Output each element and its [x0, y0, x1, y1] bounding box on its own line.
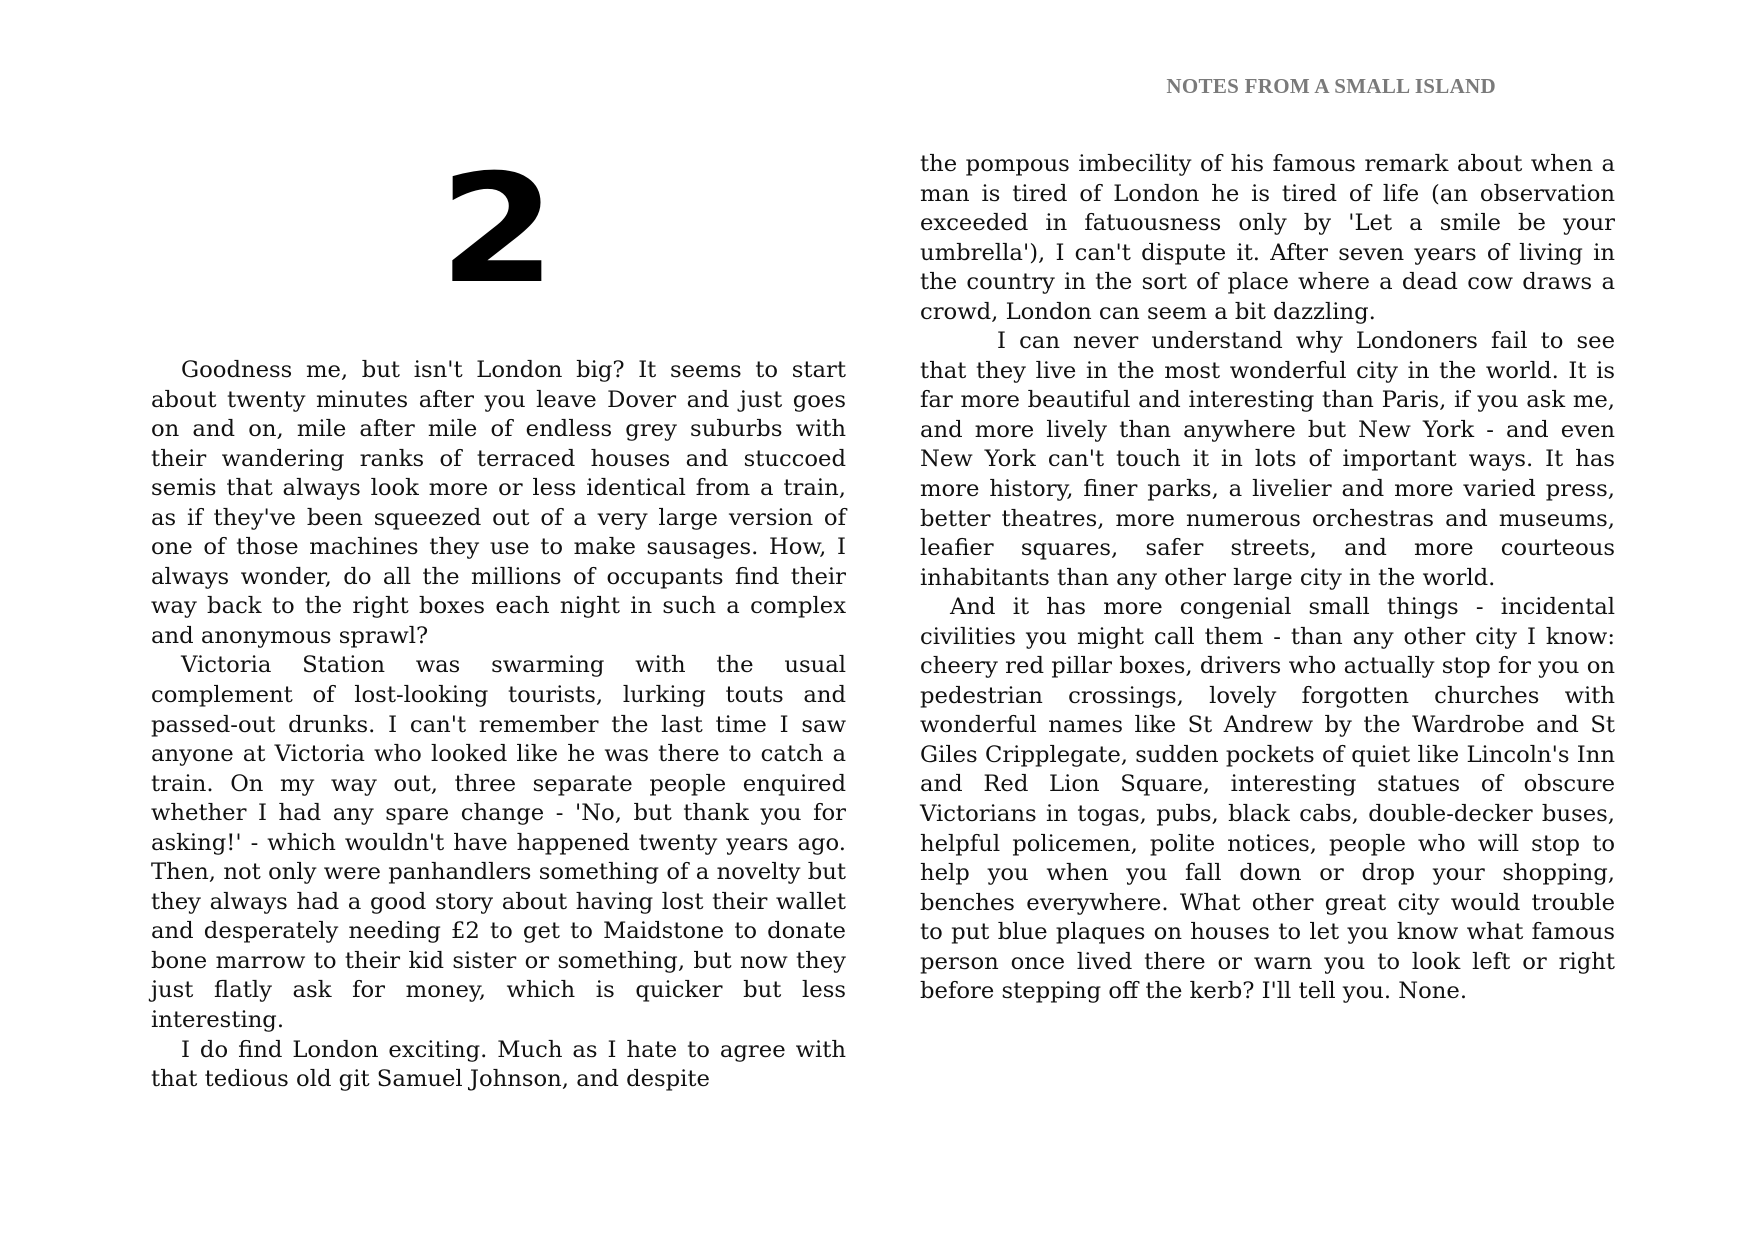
paragraph-continued: the pompous imbecility of his famous remark about when a man is tired of London he is tired of life (an observation exceeded in fatuousness only by 'Let a smile be your umbrella'), I can't dispute it. After seven years of living in the country in the sort of place where a dead cow draws a crowd, London can seem a bit dazzling. [920, 151, 1615, 325]
paragraph: Victoria Station was swarming with the usual complement of lost-looking tourists, lurking touts and passed-out drunks. I can't remember the last time I saw anyone at Victoria who looked like he was there to catch a train. On my way out, three separate people enquired whether I had any spare change - 'No, but thank you for asking!' - which wouldn't have happened twenty years ago. Then, not only were panhandlers something of a novelty but they always had a good story about having lost their wallet and desperately needing £2 to get to Maidstone to donate bone marrow to their kid sister or something, but now they just flatly ask for money, which is quicker but less interesting. [151, 652, 846, 1034]
paragraph: And it has more congenial small things - incidental civilities you might call them - than any other city I know: cheery red pillar boxes, drivers who actually stop for you on pedestrian crossings, lovely forgotten churches with wonderful names like St Andrew by the Wardrobe and St Giles Cripplegate, sudden pockets of quiet like Lincoln's Inn and Red Lion Square, interesting statues of obscure Victorians in togas, pubs, black cabs, double-decker buses, helpful policemen, polite notices, people who will stop to help you when you fall down or drop your shopping, benches everywhere. What other great city would trouble to put blue plaques on houses to let you know what famous person once lived there or warn you to look left or right before stepping off the kerb? I'll tell you. None. [920, 594, 1615, 1005]
paragraph: I do find London exciting. Much as I hate to agree with that tedious old git Samuel Johnson, and despite [151, 1036, 846, 1093]
paragraph: I can never understand why Londoners fail to see that they live in the most wonderful city in the world. It is far more beautiful and interesting than Paris, if you ask me, and more lively than anywhere but New York - and even New York can't touch it in lots of important ways. It has more history, finer parks, a livelier and more varied press, better theatres, more numerous orchestras and museums, leafier squares, safer streets, and more courteous inhabitants than any other large city in the world. [920, 328, 1615, 591]
chapter-number: 2 [439, 143, 556, 317]
left-text-column [151, 356, 846, 1095]
paragraph: Goodness me, but isn't London big? It seems to start about twenty minutes after you leave Dover and just goes on and on, mile after mile of endless grey suburbs with their wandering ranks of terraced houses and stuccoed semis that always look more or less identical from a train, as if they've been squeezed out of a very large version of one of those machines they use to make sausages. How, I always wonder, do all the millions of occupants find their way back to the right boxes each night in such a complex and anonymous sprawl? [151, 357, 846, 649]
running-header: NOTES FROM A SMALL ISLAND [1166, 74, 1496, 98]
right-text-column [920, 150, 1615, 1007]
